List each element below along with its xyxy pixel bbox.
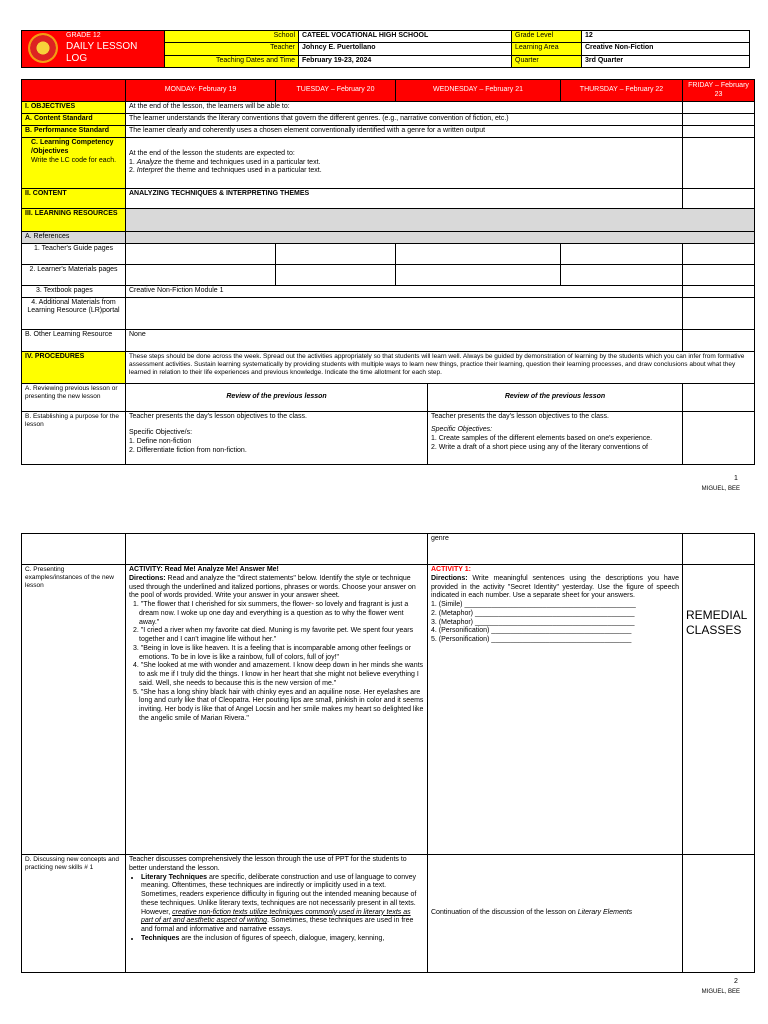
activity-item: 1. "The flower that I cherished for six summers, the flower- so lovely and fragrant is just a dream now. I woke up one day and everything is a question as to why the flower went away." — [133, 601, 409, 626]
area-label: Learning Area — [512, 43, 582, 55]
school-value: CATEEL VOCATIONAL HIGH SCHOOL — [299, 31, 512, 43]
friday-cell — [683, 534, 755, 565]
activity1-item: 5. (Personification) ____________________________________ — [431, 636, 632, 643]
purpose-left — [126, 411, 428, 464]
quarter-value: 3rd Quarter — [582, 55, 750, 67]
cell — [22, 534, 126, 565]
discussing-right: Continuation of the discussion of the lesson on Literary Elements — [428, 855, 683, 973]
activity1-title: ACTIVITY 1: — [431, 566, 471, 573]
activity1-directions: Directions: Write meaningful sentences using the descriptions you have provided in the activity "Secret Identity" yesterday. Use the figure of speech indicated in each number. Use a separate sheet for your answers. — [431, 574, 679, 600]
content-standard-text: The learner understands the literary conventions that govern the different genres. (e.g., narrative convention of fiction, etc.) — [126, 114, 683, 126]
cell — [276, 243, 396, 264]
friday-cell — [683, 329, 755, 351]
activity1-item: 4. (Personification) ____________________________________ — [431, 627, 632, 635]
day-friday: FRIDAY – February 23 — [683, 80, 755, 102]
learners-materials-label: 2. Learner's Materials pages — [22, 264, 126, 285]
competency-text — [126, 138, 683, 189]
competency-title: C. Learning Competency /Objectives — [31, 139, 114, 155]
procedures-text: These steps should be done across the week. Spread out the activities appropriately so that students will learn well. Always be guided by demonstration of learning by the students which you can infer from formative assessment activities. Sustain learning systematically by providing students with multiple ways to learn new things, practice their learning, question their learning processes, and draw conclusions about what they learned in relation to their life experiences and previous knowledge. Indicate the time allotment for each step. — [126, 351, 755, 383]
objectives-heading: I. OBJECTIVES — [22, 102, 126, 114]
purpose-right-line: 2. Write a draft of a short piece using any of the literary conventions of — [431, 443, 648, 451]
activity-item: 5. "She has a long shiny black hair with chinky eyes and an aquiline nose. Her eyelashes are long and curly like that of Cleopatra. Her pouting lips are small, pinkish in color and it seems inviting. Her body is like that of Angel Locsin and her smile makes my heart so delighted like the angelic smile of Marian Rivera." — [133, 688, 424, 722]
purpose-right-line: Specific Objectives: — [431, 426, 493, 434]
resources-heading: III. LEARNING RESOURCES — [22, 209, 126, 232]
day-tuesday: TUESDAY – February 20 — [276, 80, 396, 102]
textbook-text: Creative Non-Fiction Module 1 — [126, 285, 683, 297]
competency-label — [22, 138, 126, 189]
purpose-left-line: Teacher presents the day's lesson objectives to the class. — [129, 412, 307, 420]
activity-directions: Directions: Read and analyze the "direct statements" below. Identify the style or technique used through the underlined and italized portions, phrases or words. Choose your answer on the pool of words provided. Write your answer in your answer sheet. — [129, 574, 416, 600]
school-logo — [28, 33, 58, 63]
discussing-label: D. Discussing new concepts and practicing new skills # 1 — [22, 855, 126, 973]
techniques-item: • Techniques are the inclusion of figures of speech, dialogue, imagery, kenning, — [141, 935, 424, 944]
additional-materials-label: 4. Additional Materials from Learning Resource (LR)portal — [22, 297, 126, 329]
activity1-item: 2. (Metaphor) _________________________________________ — [431, 609, 635, 617]
objectives-text: At the end of the lesson, the learners will be able to: — [126, 102, 683, 114]
purpose-left-line: 2. Differentiate fiction from non-fiction. — [129, 446, 247, 454]
purpose-left-line: 1. Define non-fiction — [129, 438, 192, 445]
teacher-label: Teacher — [165, 43, 299, 55]
purpose-right — [428, 411, 683, 464]
footer-name-2: MIGUEL, BEE — [701, 989, 740, 995]
review-right: Review of the previous lesson — [428, 383, 683, 411]
corner-cell — [22, 80, 126, 102]
purpose-right-line: 1. Create samples of the different elements based on one's experience. — [431, 435, 653, 442]
cell — [561, 264, 683, 285]
header-title-cell — [22, 31, 165, 68]
lesson-table-page2 — [21, 533, 755, 973]
friday-cell — [683, 285, 755, 297]
teachers-guide-label: 1. Teacher's Guide pages — [22, 243, 126, 264]
review-label: A. Reviewing previous lesson or presenting the new lesson — [22, 383, 126, 411]
other-resource-text: None — [126, 329, 683, 351]
review-left: Review of the previous lesson — [126, 383, 428, 411]
references-gray — [126, 232, 755, 244]
cell — [126, 297, 683, 329]
cell — [396, 243, 561, 264]
school-label: School — [165, 31, 299, 43]
day-wednesday: WEDNESDAY – February 21 — [396, 80, 561, 102]
friday-cell — [683, 114, 755, 126]
cell — [276, 264, 396, 285]
teacher-value: Johncy E. Puertollano — [299, 43, 512, 55]
dates-value: February 19-23, 2024 — [299, 55, 512, 67]
other-resource-label: B. Other Learning Resource — [22, 329, 126, 351]
friday-cell — [683, 297, 755, 329]
performance-standard-text: The learner clearly and coherently uses a chosen element conventionally identified with a genre for a written output — [126, 126, 683, 138]
purpose-label: B. Establishing a purpose for the lesson — [22, 411, 126, 464]
friday-cell — [683, 138, 755, 189]
cell — [396, 264, 561, 285]
presenting-label: C. Presenting examples/instances of the new lesson — [22, 565, 126, 855]
friday-cell — [683, 411, 755, 464]
grade-text: GRADE 12 — [66, 32, 101, 39]
cell — [683, 243, 755, 264]
remedial-text: REMEDIAL CLASSES — [686, 608, 747, 637]
purpose-left-line: Specific Objective/s: — [129, 429, 193, 437]
friday-cell — [683, 383, 755, 411]
friday-cell — [683, 126, 755, 138]
activity1-item: 1. (Simile) ____________________________________________ — [431, 601, 636, 608]
header-table — [21, 30, 750, 68]
activity1-item: 3. (Metaphor) _________________________________________ — [431, 618, 635, 626]
content-standard-label: A. Content Standard — [22, 114, 126, 126]
cell — [561, 243, 683, 264]
competency-sub: Write the LC code for each. — [30, 156, 117, 164]
discuss-intro: Teacher discusses comprehensively the lesson through the use of PPT for the students to better understand the lesson. — [129, 856, 407, 872]
friday-cell — [683, 855, 755, 973]
dates-label: Teaching Dates and Time — [165, 55, 299, 67]
activity-title: ACTIVITY: Read Me! Analyze Me! Answer Me! — [129, 566, 279, 573]
grade-level-value: 12 — [582, 31, 750, 43]
textbook-label: 3. Textbook pages — [22, 285, 126, 297]
page-number-2: 2 — [734, 978, 738, 985]
cell — [126, 534, 428, 565]
footer-name-1: MIGUEL, BEE — [701, 486, 740, 492]
page-number-1: 1 — [734, 475, 738, 482]
remedial-cell — [683, 565, 755, 855]
genre-text: genre — [428, 534, 683, 565]
cell — [683, 264, 755, 285]
quarter-label: Quarter — [512, 55, 582, 67]
lesson-table-page1 — [21, 79, 755, 465]
area-value: Creative Non-Fiction — [582, 43, 750, 55]
cell — [126, 264, 276, 285]
procedures-heading: IV. PROCEDURES — [22, 351, 126, 383]
activity-item: 3. "Being in love is like heaven. It is a feeling that is incomparable among other feelings or emotions. To be in love is like a rainbow, full of colors, full of joy!" — [133, 644, 411, 661]
grade-level-label: Grade Level — [512, 31, 582, 43]
competency-intro: At the end of the lesson the students are expected to: — [129, 149, 295, 157]
resources-gray — [126, 209, 755, 232]
content-text: ANALYZING TECHNIQUES & INTERPRETING THEMES — [126, 189, 683, 209]
references-label: A. References — [22, 232, 126, 244]
day-thursday: THURSDAY – February 22 — [561, 80, 683, 102]
literary-techniques-item: • Literary Techniques are specific, deliberate construction and use of language to convey meaning. Oftentimes, these techniques are indirectly or implicitly used in a text. Sometimes, readers experience difficulty in figuring out the intended meaning because of these techniques. Unlike literary texts, techniques are not necessarily present in all texts. However, creative non-fiction texts utilize techniques commonly used in literary texts as part of art and aesthetic aspect of writing. Sometimes, these techniques are used in free and formal and informative and narrative essays. — [141, 874, 424, 935]
content-heading: II. CONTENT — [22, 189, 126, 209]
competency-item-2: 2. Interpret the theme and techniques used in a particular text. — [129, 167, 322, 175]
purpose-right-line: Teacher presents the day's lesson objectives to the class. — [431, 412, 609, 420]
presenting-left — [126, 565, 428, 855]
activity-item: 4. "She looked at me with wonder and amazement. I know deep down in her minds she wants to ask me if I truly did the things. I know in her heart that she might not believe everything I said. Well, she needs to because this is the new version of me." — [133, 662, 424, 687]
dll-title: DAILY LESSON LOG — [66, 40, 138, 65]
cell — [126, 243, 276, 264]
competency-item-1: 1. Analyze the theme and techniques used in a particular text. — [129, 158, 321, 166]
presenting-right — [428, 565, 683, 855]
discussing-left — [126, 855, 428, 973]
activity-item: 2. "I cried a river when my favorite cat died. Muning is my favorite pet. We spent four years together and I can't imagine life without her." — [133, 627, 414, 643]
day-monday: MONDAY- February 19 — [126, 80, 276, 102]
performance-standard-label: B. Performance Standard — [22, 126, 126, 138]
friday-cell — [683, 102, 755, 114]
friday-cell — [683, 189, 755, 209]
